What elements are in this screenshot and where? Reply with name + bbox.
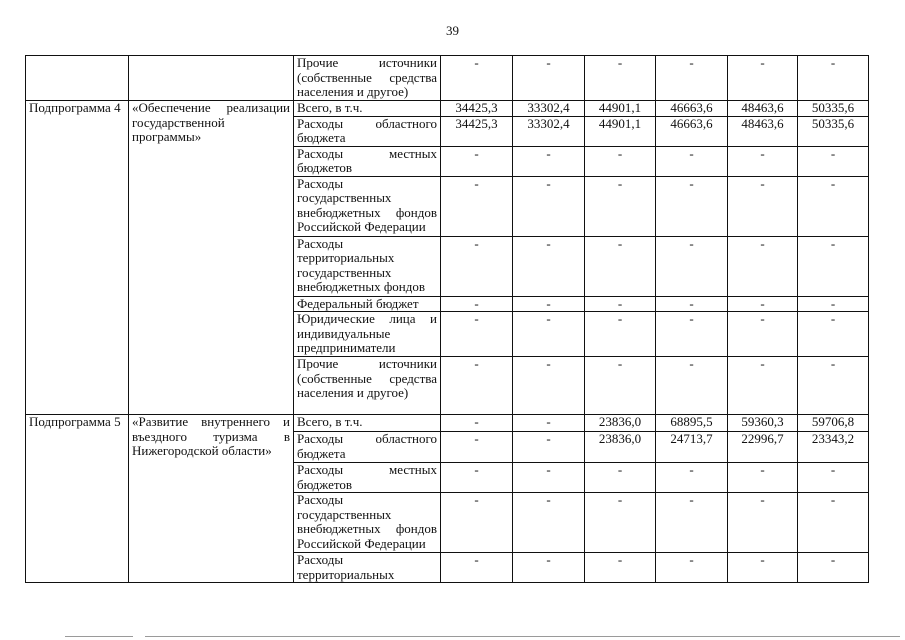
value-cell: - [513, 553, 585, 583]
value-cell: - [513, 312, 585, 357]
page-number: 39 [446, 23, 459, 38]
value-cell: 48463,6 [728, 101, 798, 117]
value-cell: 23836,0 [585, 415, 656, 432]
value-cell: - [798, 357, 869, 415]
value-cell: 22996,7 [728, 432, 798, 463]
value-cell: 46663,6 [656, 116, 728, 146]
funding-source-line: Юридические лица и [297, 311, 437, 326]
funding-source-line: бюджета [297, 445, 346, 461]
value-cell: - [585, 312, 656, 357]
value-cell: - [656, 236, 728, 296]
value-cell: - [585, 493, 656, 553]
program-cell [26, 56, 129, 101]
value-cell: 44901,1 [585, 101, 656, 117]
value-cell: - [441, 463, 513, 493]
value-cell: 46663,6 [656, 101, 728, 117]
value-cell: 68895,5 [656, 415, 728, 432]
value-cell: - [656, 176, 728, 236]
value-cell: - [728, 553, 798, 583]
value-cell: 23836,0 [585, 432, 656, 463]
value-cell: - [728, 56, 798, 101]
program-name-line: программы» [132, 129, 202, 144]
value-cell: - [656, 296, 728, 312]
funding-source-cell [294, 176, 441, 236]
value-cell: 44901,1 [585, 116, 656, 146]
value-cell: - [798, 312, 869, 357]
funding-source-line: бюджета [297, 130, 346, 145]
funding-source-cell [294, 357, 441, 415]
funding-source-line: Расходы местных [297, 462, 437, 477]
table-row [26, 415, 869, 432]
value-cell: - [798, 236, 869, 296]
value-cell: - [656, 146, 728, 176]
value-cell: - [728, 463, 798, 493]
program-name-cell [129, 415, 294, 583]
value-cell: - [728, 296, 798, 312]
program-name-line: государственной [132, 114, 225, 130]
value-cell: - [728, 357, 798, 415]
funding-source-line: Всего, в т.ч. [297, 414, 363, 429]
value-cell: - [513, 493, 585, 553]
funding-source-cell [294, 493, 441, 553]
value-cell: - [441, 296, 513, 312]
value-cell: - [441, 432, 513, 463]
value-cell: - [441, 236, 513, 296]
funding-source-line: индивидуальные [297, 325, 391, 341]
program-name-line: «Обеспечение реализации [132, 100, 290, 115]
funding-source-line: Расходы местных [297, 146, 437, 161]
funding-source-cell [294, 463, 441, 493]
value-cell: 33302,4 [513, 116, 585, 146]
funding-source-line: Расходы областного [297, 116, 437, 131]
value-cell: 34425,3 [441, 116, 513, 146]
value-cell: - [656, 493, 728, 553]
value-cell: 48463,6 [728, 116, 798, 146]
table-row [26, 101, 869, 117]
value-cell: - [441, 493, 513, 553]
value-cell: - [585, 357, 656, 415]
funding-source-line: Расходы [297, 236, 344, 251]
value-cell: - [656, 357, 728, 415]
funding-source-line: бюджетов [297, 476, 353, 492]
funding-source-line: государственных [297, 264, 392, 280]
program-cell: Подпрограмма 4 [26, 101, 129, 415]
value-cell: - [656, 553, 728, 583]
value-cell: 50335,6 [798, 116, 869, 146]
funding-source-cell [294, 236, 441, 296]
funding-source-line: территориальных [297, 566, 395, 582]
value-cell: - [513, 432, 585, 463]
value-cell: - [513, 146, 585, 176]
value-cell: - [798, 56, 869, 101]
funding-source-line: внебюджетных фондов [297, 279, 425, 294]
value-cell: - [441, 312, 513, 357]
funding-table-body [26, 56, 869, 583]
funding-source-line: территориальных [297, 250, 395, 265]
funding-source-cell [294, 101, 441, 117]
funding-source-line: Расходы [297, 492, 344, 507]
value-cell: - [656, 463, 728, 493]
funding-source-cell [294, 146, 441, 176]
value-cell: 34425,3 [441, 101, 513, 117]
value-cell: - [728, 493, 798, 553]
value-cell: - [656, 312, 728, 357]
funding-source-line: населения и другое) [297, 84, 409, 99]
value-cell: 33302,4 [513, 101, 585, 117]
scan-edge-line [65, 636, 133, 637]
value-cell: 23343,2 [798, 432, 869, 463]
value-cell: - [513, 415, 585, 432]
value-cell: - [585, 146, 656, 176]
value-cell: - [441, 357, 513, 415]
value-cell: - [728, 236, 798, 296]
funding-source-line: государственных [297, 506, 392, 522]
value-cell: - [728, 176, 798, 236]
program-name-line: Нижегородской области» [132, 443, 272, 458]
funding-source-line: Российской Федерации [297, 219, 426, 234]
funding-source-line: Прочие источники [297, 356, 437, 371]
funding-source-line: Всего, в т.ч. [297, 100, 363, 115]
value-cell: - [513, 176, 585, 236]
funding-source-cell [294, 312, 441, 357]
value-cell: - [441, 176, 513, 236]
value-cell: - [513, 357, 585, 415]
funding-source-line: предприниматели [297, 340, 396, 355]
table-row [26, 56, 869, 101]
program-name-cell [129, 56, 294, 101]
value-cell: - [728, 312, 798, 357]
value-cell: - [513, 463, 585, 493]
program-name-cell [129, 101, 294, 415]
funding-source-line: (собственные средства [297, 69, 437, 85]
funding-source-line: Прочие источники [297, 55, 437, 70]
funding-source-line: Федеральный бюджет [297, 296, 419, 311]
value-cell: 59706,8 [798, 415, 869, 432]
value-cell: - [656, 56, 728, 101]
value-cell: - [441, 553, 513, 583]
value-cell: - [798, 176, 869, 236]
funding-source-line: государственных [297, 190, 392, 205]
funding-source-line: бюджетов [297, 160, 353, 175]
funding-source-line: внебюджетных фондов [297, 521, 437, 536]
program-name-line: въездного туризма в [132, 428, 290, 444]
program-cell: Подпрограмма 5 [26, 415, 129, 583]
value-cell: 50335,6 [798, 101, 869, 117]
funding-source-line: Российской Федерации [297, 535, 426, 551]
funding-source-line: населения и другое) [297, 385, 409, 400]
funding-source-cell [294, 415, 441, 432]
value-cell: - [585, 56, 656, 101]
program-name-line: «Развитие внутреннего и [132, 414, 290, 429]
funding-source-line: Расходы [297, 552, 344, 567]
value-cell: - [441, 415, 513, 432]
value-cell: - [585, 236, 656, 296]
value-cell: - [798, 553, 869, 583]
funding-source-line: Расходы областного [297, 431, 437, 446]
value-cell: - [513, 56, 585, 101]
scan-edge-line [145, 636, 900, 637]
value-cell: - [798, 296, 869, 312]
value-cell: - [585, 176, 656, 236]
value-cell: - [585, 463, 656, 493]
funding-source-cell [294, 116, 441, 146]
value-cell: - [441, 56, 513, 101]
funding-source-line: внебюджетных фондов [297, 204, 437, 220]
value-cell: - [513, 296, 585, 312]
value-cell: - [585, 553, 656, 583]
funding-source-cell [294, 432, 441, 463]
value-cell: - [441, 146, 513, 176]
value-cell: - [728, 146, 798, 176]
value-cell: - [798, 146, 869, 176]
funding-table [25, 55, 869, 583]
funding-source-line: Расходы [297, 176, 344, 191]
value-cell: 24713,7 [656, 432, 728, 463]
funding-source-cell [294, 553, 441, 583]
funding-source-cell [294, 296, 441, 312]
funding-source-line: (собственные средства [297, 370, 437, 386]
value-cell: - [585, 296, 656, 312]
value-cell: - [798, 493, 869, 553]
value-cell: - [798, 463, 869, 493]
value-cell: - [513, 236, 585, 296]
value-cell: 59360,3 [728, 415, 798, 432]
funding-source-cell [294, 56, 441, 101]
